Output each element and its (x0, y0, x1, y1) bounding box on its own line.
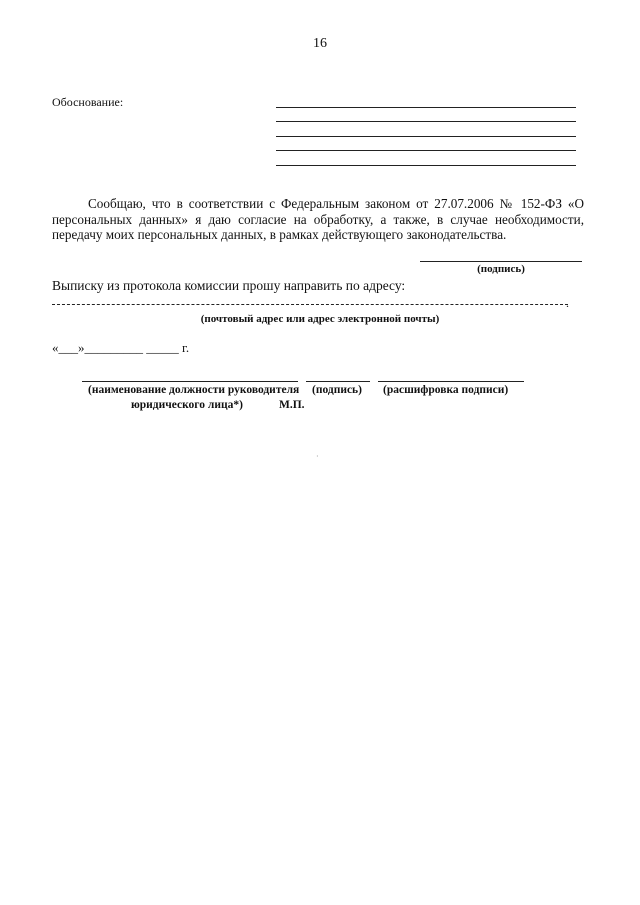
stamp-label: М.П. (279, 399, 305, 411)
justification-label: Обоснование: (52, 95, 124, 109)
justification-line-4 (276, 150, 576, 151)
justification-line-3 (276, 136, 576, 137)
position-caption-2: юридического лица*) (131, 399, 243, 411)
justification-line-2 (276, 121, 576, 122)
address-request-text: Выписку из протокола комиссии прошу направить по адресу: (52, 278, 406, 293)
address-caption: (почтовый адрес или адрес электронной почты) (200, 313, 440, 325)
consent-line-3: передачу моих персональных данных, в рамках действующего законодательства. (52, 227, 507, 242)
consent-line-1: Сообщаю, что в соответствии с Федеральным законом от 27.07.2006 № 152-ФЗ «О (88, 196, 584, 211)
justification-line-5 (276, 165, 576, 166)
signature-decoding-line (378, 381, 524, 382)
consent-paragraph (52, 196, 584, 243)
address-input-line[interactable] (52, 304, 568, 305)
justification-line-1 (276, 107, 576, 108)
address-line-end: . (566, 296, 569, 310)
applicant-signature-line (420, 261, 582, 262)
head-signature-caption: (подпись) (312, 384, 362, 396)
consent-line-2: персональных данных» я даю согласие на обработку, а также, в случае необходимости, (52, 211, 584, 227)
page-number: 16 (313, 36, 327, 51)
position-caption-1: (наименование должности руководителя (88, 384, 300, 396)
date-field[interactable]: «___»_________ _____ г. (52, 340, 190, 355)
signature-decoding-caption: (расшифровка подписи) (383, 384, 509, 396)
position-line (82, 381, 298, 382)
head-signature-line (306, 381, 370, 382)
scan-speck: · (316, 452, 319, 461)
applicant-signature-caption: (подпись) (477, 263, 525, 275)
